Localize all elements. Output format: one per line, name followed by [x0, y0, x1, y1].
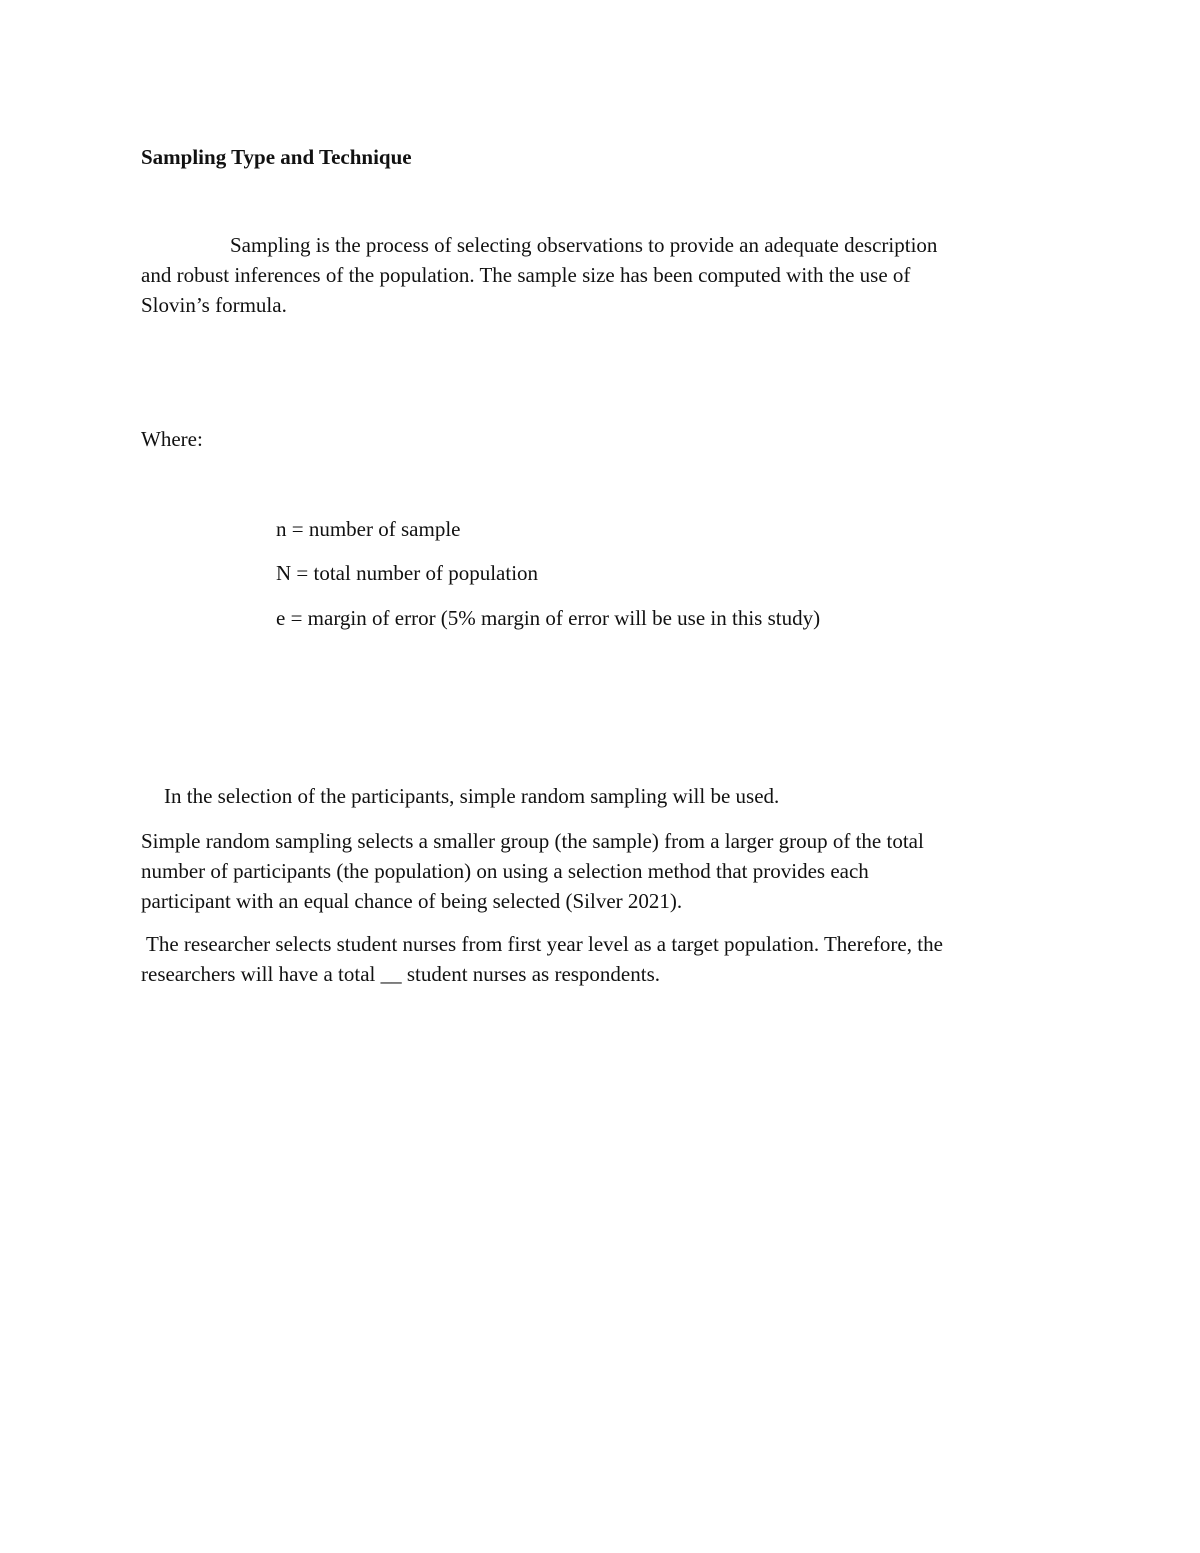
researcher-line-1: The researcher selects student nurses from first year level as a target population. Therefore, the — [146, 932, 943, 956]
definition-e: e = margin of error (5% margin of error will be use in this study) — [276, 606, 821, 630]
researcher-line-2: researchers will have a total __ student nurses as respondents. — [141, 962, 661, 986]
section-heading: Sampling Type and Technique — [141, 145, 412, 169]
definition-N: N = total number of population — [276, 561, 539, 585]
intro-line-2: and robust inferences of the population. The sample size has been computed with the use of — [141, 263, 911, 287]
intro-line-1: Sampling is the process of selecting observations to provide an adequate description — [230, 233, 938, 257]
definition-n: n = number of sample — [276, 517, 461, 541]
where-label: Where: — [141, 427, 203, 451]
srs-line-3: participant with an equal chance of being selected (Silver 2021). — [141, 889, 683, 913]
srs-line-1: Simple random sampling selects a smaller group (the sample) from a larger group of the total — [141, 829, 924, 853]
intro-line-3: Slovin’s formula. — [141, 293, 287, 317]
selection-sentence: In the selection of the participants, simple random sampling will be used. — [164, 784, 780, 808]
srs-line-2: number of participants (the population) on using a selection method that provides each — [141, 859, 869, 883]
